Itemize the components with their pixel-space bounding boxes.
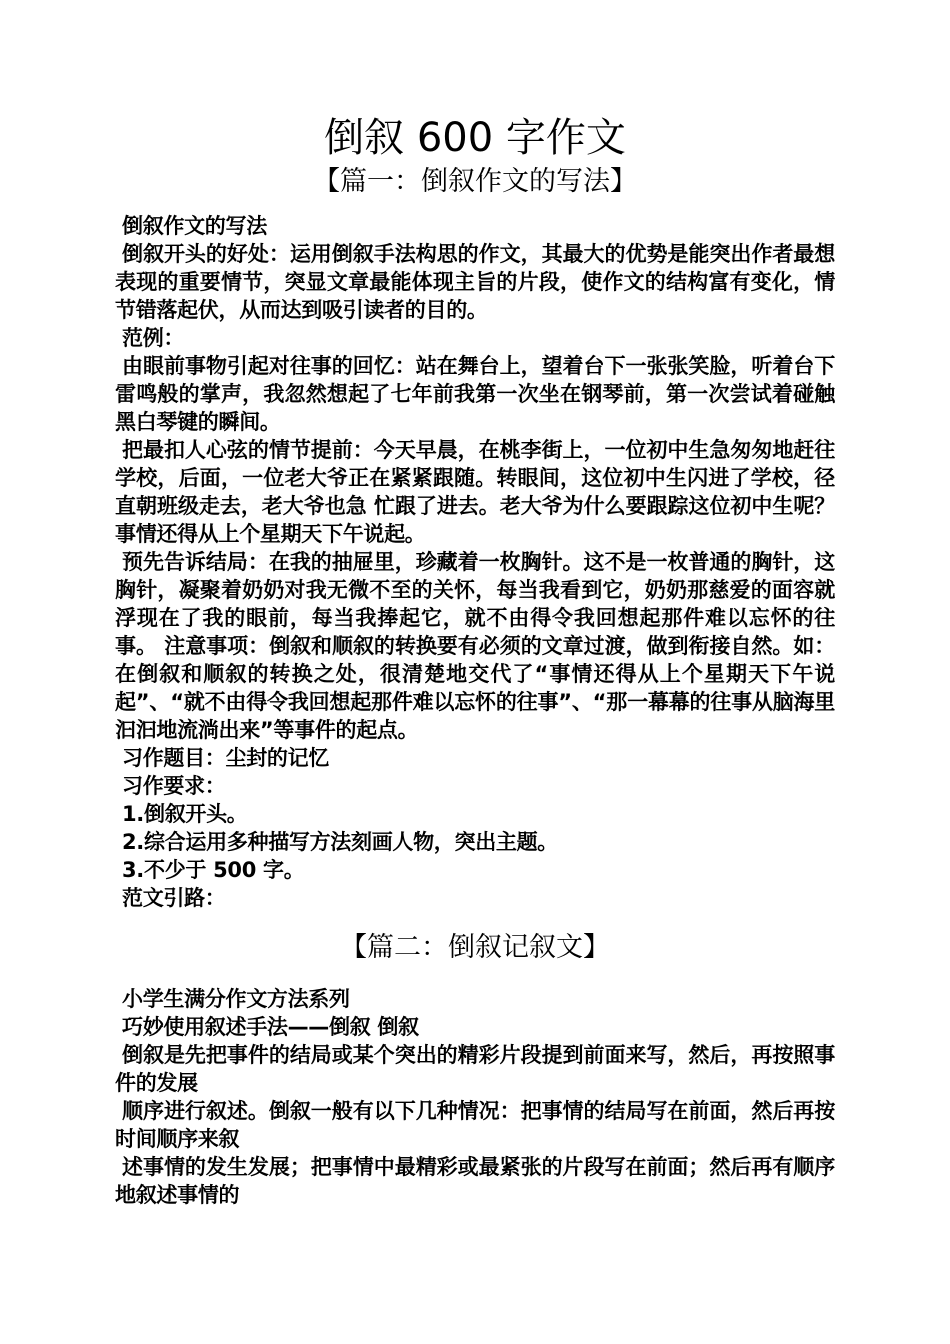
- paragraph: 范例：: [122, 326, 185, 350]
- paragraph: 倒叙开头的好处：运用倒叙手法构思的作文，其最大的优势是能突出作者最想表现的重要情节，突显文章最能体现主旨的片段，使作文的结构富有变化，情节错落起伏，从而达到吸引读者的目的。: [115, 242, 835, 322]
- section-1-body: [115, 212, 835, 912]
- paragraph: 述事情的发生发展；把事情中最精彩或最紧张的片段写在前面；然后再有顺序地叙述事情的: [115, 1155, 835, 1207]
- paragraph: 把最扣人心弦的情节提前：今天早晨，在桃李街上，一位初中生急匆匆地赶往学校，后面，一位老大爷正在紧紧跟随。转眼间，这位初中生闪进了学校，径直朝班级走去，老大爷也急 忙跟了进去。老大爷为什么要跟踪这位初中生呢？事情还得从上个星期天下午说起。: [115, 438, 835, 546]
- paragraph: 习作题目：尘封的记忆: [122, 746, 329, 770]
- section-2-heading: 【篇二：倒叙记叙文】: [340, 932, 610, 963]
- paragraph: 范文引路：: [122, 886, 226, 910]
- paragraph: 习作要求：: [122, 774, 226, 798]
- paragraph: 由眼前事物引起对往事的回忆：站在舞台上，望着台下一张张笑脸，听着台下雷鸣般的掌声，我忽然想起了七年前我第一次坐在钢琴前，第一次尝试着碰触黑白琴键的瞬间。: [115, 354, 835, 434]
- document-title: 倒叙 600 字作文: [324, 115, 626, 161]
- list-item: 1.倒叙开头。: [122, 802, 248, 826]
- section-1-heading: 【篇一：倒叙作文的写法】: [313, 166, 637, 197]
- paragraph: 顺序进行叙述。倒叙一般有以下几种情况：把事情的结局写在前面，然后再按时间顺序来叙: [115, 1099, 835, 1151]
- list-item: 2.综合运用多种描写方法刻画人物，突出主题。: [122, 830, 558, 854]
- paragraph: 倒叙是先把事件的结局或某个突出的精彩片段提到前面来写，然后，再按照事件的发展: [115, 1043, 835, 1095]
- paragraph: 巧妙使用叙述手法——倒叙 倒叙: [122, 1015, 419, 1039]
- paragraph: 倒叙作文的写法: [122, 214, 267, 238]
- section-2-body: [115, 985, 835, 1209]
- paragraph: 预先告诉结局：在我的抽屉里，珍藏着一枚胸针。这不是一枚普通的胸针，这胸针，凝聚着奶奶对我无微不至的关怀，每当我看到它，奶奶那慈爱的面容就浮现在了我的眼前，每当我捧起它，就不由得令我回想起那件难以忘怀的往事。 注意事项：倒叙和顺叙的转换要有必须的文章过渡，做到衔接自然。如：在倒叙和顺叙的转换之处，很清楚地交代了“事情还得从上个星期天下午说起”、“就不由得令我回想起那件难以忘怀的往事”、“那一幕幕的往事从脑海里汩汩地流淌出来”等事件的起点。: [115, 550, 835, 742]
- paragraph: 小学生满分作文方法系列: [122, 987, 350, 1011]
- list-item: 3.不少于 500 字。: [122, 858, 305, 882]
